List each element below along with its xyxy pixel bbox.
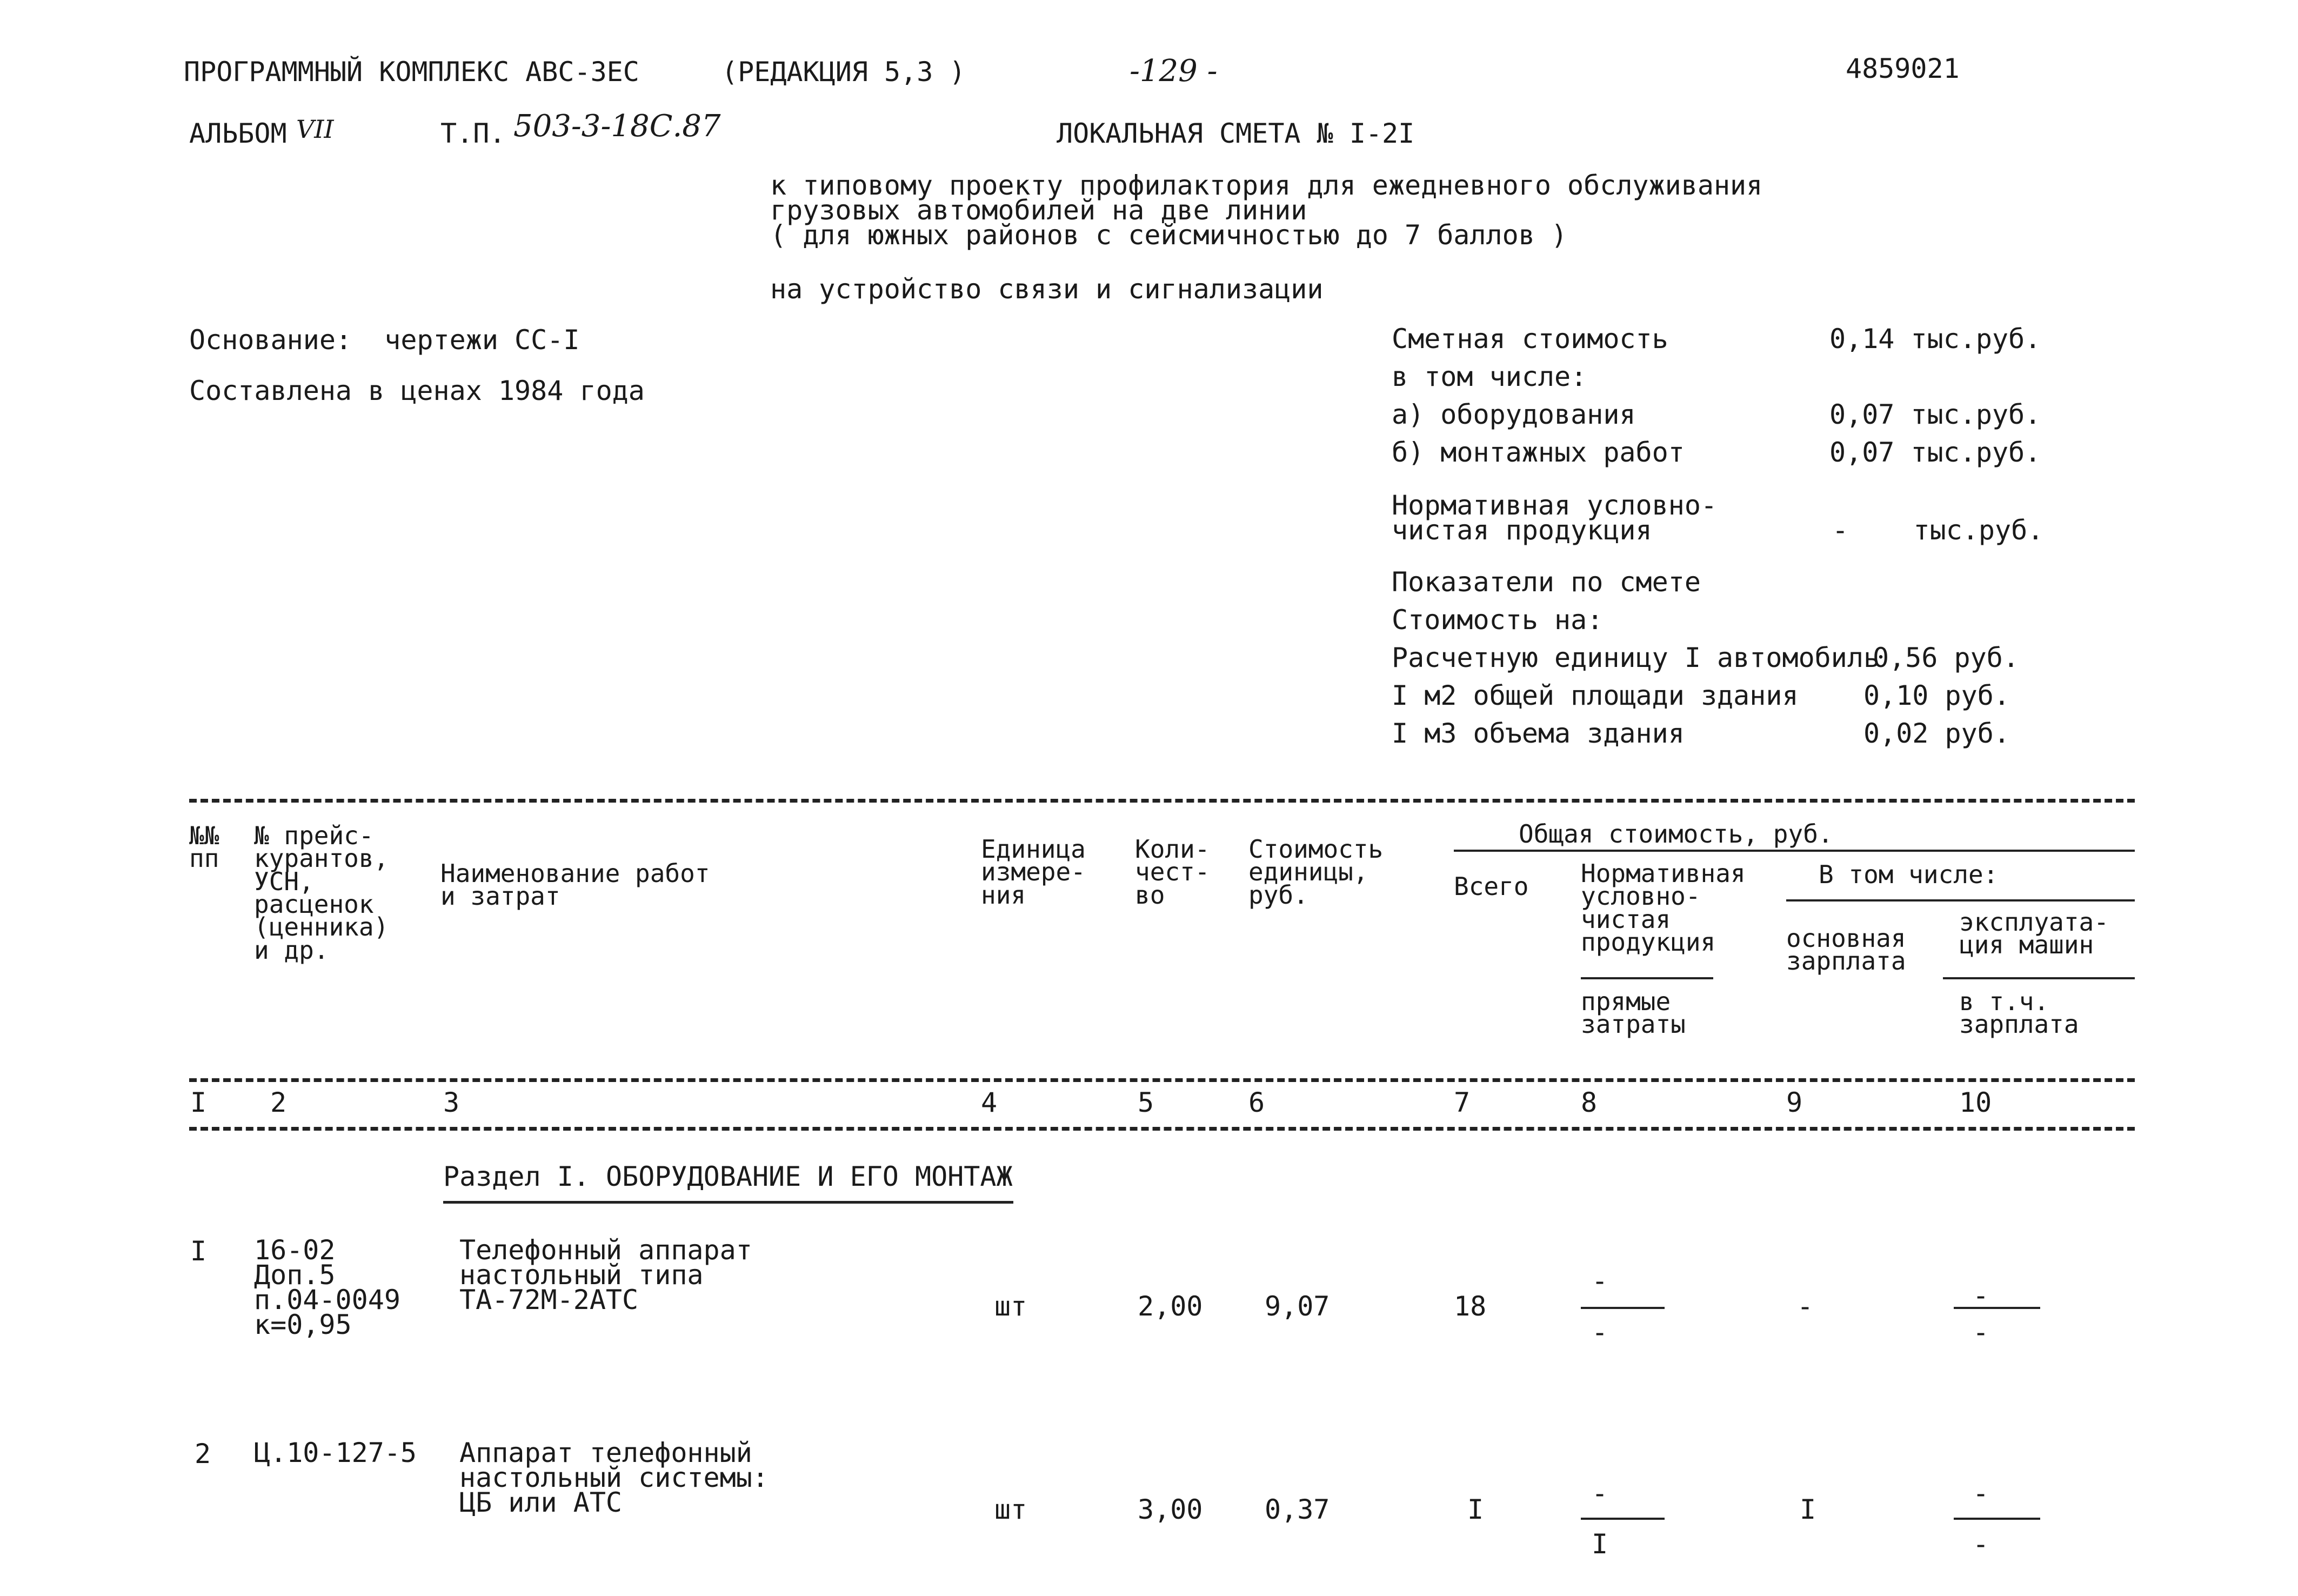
header-col-8-bottom: прямые затраты bbox=[1581, 987, 1686, 1039]
header-col-10-top: эксплуата- ция машин bbox=[1959, 907, 2109, 960]
row-1-col-10-rule bbox=[1954, 1307, 2040, 1309]
col-8-split-rule bbox=[1581, 977, 1713, 979]
section-title-underline bbox=[443, 1201, 1013, 1204]
estimated-cost-label: Сметная стоимость bbox=[1392, 323, 1668, 355]
row-2-col-10-top: - bbox=[1973, 1478, 1989, 1509]
cost-for-label: Стоимость на: bbox=[1392, 604, 1604, 636]
volume-value: 0,02 руб. bbox=[1863, 718, 2010, 749]
subtitle-line-3: ( для южных районов с сейсмичностью до 7 баллов ) bbox=[770, 219, 1568, 251]
edition: (РЕДАКЦИЯ 5,3 ) bbox=[722, 56, 966, 88]
indicators-label: Показатели по смете bbox=[1392, 566, 1701, 598]
row-2-col-10-rule bbox=[1954, 1518, 2040, 1520]
row-2-total: I bbox=[1467, 1494, 1484, 1525]
row-2-unit: шт bbox=[994, 1494, 1027, 1525]
equipment-label: а) оборудования bbox=[1392, 399, 1636, 430]
subtitle-line-1: к типовому проекту профилактория для ежедневного обслуживания bbox=[770, 170, 1763, 201]
net-product-label-2: чистая продукция bbox=[1392, 515, 1652, 546]
column-number-9: 9 bbox=[1786, 1087, 1803, 1118]
header-col-2: № прейс- курантов, УСН, расценок (ценника) и др. bbox=[254, 821, 389, 965]
column-number-8: 8 bbox=[1581, 1087, 1598, 1118]
row-1-col-8-top: - bbox=[1592, 1265, 1608, 1297]
row-2-col-8-bottom: I bbox=[1592, 1528, 1608, 1560]
equipment-value: 0,07 тыс.руб. bbox=[1829, 399, 2041, 430]
header-col-4: Единица измере- ния bbox=[981, 834, 1086, 910]
installation-label: б) монтажных работ bbox=[1392, 437, 1685, 468]
column-number-10: 10 bbox=[1959, 1087, 1992, 1118]
area-label: I м2 общей площади здания bbox=[1392, 680, 1799, 711]
row-1-col-10-bottom: - bbox=[1973, 1317, 1989, 1348]
header-total-group: Общая стоимость, руб. bbox=[1519, 819, 1833, 849]
row-1-total: 18 bbox=[1454, 1291, 1487, 1322]
row-1-number: I bbox=[190, 1236, 207, 1267]
page-number: -129 - bbox=[1130, 54, 1218, 89]
volume-label: I м3 объема здания bbox=[1392, 718, 1685, 749]
area-value: 0,10 руб. bbox=[1863, 680, 2010, 711]
including-label: в том числе: bbox=[1392, 361, 1587, 392]
header-col-8-top: Нормативная условно- чистая продукция bbox=[1581, 859, 1746, 957]
col-10-split-rule bbox=[1943, 977, 2135, 979]
row-1-col-9: - bbox=[1797, 1291, 1814, 1322]
row-2-number: 2 bbox=[195, 1438, 211, 1470]
header-col-3: Наименование работ и затрат bbox=[440, 859, 710, 911]
tp-number: 503-3-18С.87 bbox=[513, 109, 721, 144]
row-1-col-8-rule bbox=[1581, 1307, 1665, 1309]
header-col-9: основная зарплата bbox=[1786, 924, 1906, 976]
subtitle-line-2: грузовых автомобилей на две линии bbox=[770, 195, 1307, 226]
unit-value: 0,56 руб. bbox=[1873, 642, 2019, 673]
row-1-code: 16-02 Доп.5 п.04-0049 к=0,95 bbox=[254, 1234, 400, 1340]
column-number-6: 6 bbox=[1248, 1087, 1265, 1118]
column-number-2: 2 bbox=[270, 1087, 287, 1118]
row-1-unit-price: 9,07 bbox=[1265, 1291, 1330, 1322]
estimate-title: ЛОКАЛЬНАЯ СМЕТА № I-2I bbox=[1057, 118, 1415, 149]
row-2-col-8-top: - bbox=[1592, 1478, 1608, 1509]
net-product-label-1: Нормативная условно- bbox=[1392, 490, 1718, 521]
column-number-1: I bbox=[190, 1087, 207, 1118]
album-number: VII bbox=[296, 115, 334, 144]
incl-group-rule bbox=[1786, 899, 2135, 901]
row-2-col-8-rule bbox=[1581, 1518, 1665, 1520]
estimate-purpose: на устройство связи и сигнализации bbox=[770, 273, 1324, 305]
row-1-name: Телефонный аппарат настольный типа ТА-72М-2АТС bbox=[459, 1234, 752, 1315]
program-name: ПРОГРАММНЫЙ КОМПЛЕКС АВС-ЗЕС bbox=[184, 56, 639, 88]
tp-label: Т.П. bbox=[440, 118, 506, 149]
column-number-5: 5 bbox=[1138, 1087, 1154, 1118]
row-2-name: Аппарат телефонный настольный системы: ЦБ или АТС bbox=[459, 1437, 769, 1518]
header-col-10-bottom: в т.ч. зарплата bbox=[1959, 987, 2079, 1039]
basis-prices: Составлена в ценах 1984 года bbox=[189, 375, 645, 406]
table-top-rule bbox=[189, 799, 2135, 803]
row-2-quantity: 3,00 bbox=[1138, 1494, 1203, 1525]
column-number-7: 7 bbox=[1454, 1087, 1471, 1118]
row-1-quantity: 2,00 bbox=[1138, 1291, 1203, 1322]
net-product-value: - тыс.руб. bbox=[1832, 515, 2044, 546]
row-2-col-10-bottom: - bbox=[1973, 1528, 1989, 1560]
total-group-rule bbox=[1454, 850, 2135, 852]
row-2-code: Ц.10-127-5 bbox=[254, 1437, 417, 1468]
section-title: Раздел I. ОБОРУДОВАНИЕ И ЕГО МОНТАЖ bbox=[443, 1161, 1013, 1192]
unit-label: Расчетную единицу I автомобиль bbox=[1392, 642, 1880, 673]
header-col-5: Коли- чест- во bbox=[1135, 834, 1210, 910]
estimated-cost-value: 0,14 тыс.руб. bbox=[1829, 323, 2041, 355]
numbers-bottom-rule bbox=[189, 1127, 2135, 1131]
header-col-1: №№ пп bbox=[189, 821, 219, 873]
header-incl-group: В том числе: bbox=[1819, 860, 1999, 889]
album-label: АЛЬБОМ bbox=[189, 118, 287, 149]
row-2-col-9: I bbox=[1800, 1494, 1816, 1525]
header-col-7: Всего bbox=[1454, 872, 1529, 901]
row-2-unit-price: 0,37 bbox=[1265, 1494, 1330, 1525]
document-number: 4859021 bbox=[1846, 53, 1960, 84]
basis-drawings: Основание: чертежи СС-I bbox=[189, 324, 580, 356]
column-number-4: 4 bbox=[981, 1087, 998, 1118]
row-1-unit: шт bbox=[994, 1291, 1027, 1322]
column-number-3: 3 bbox=[443, 1087, 460, 1118]
installation-value: 0,07 тыс.руб. bbox=[1829, 437, 2041, 468]
header-bottom-rule bbox=[189, 1078, 2135, 1082]
row-1-col-10-top: - bbox=[1973, 1280, 1989, 1311]
row-1-col-8-bottom: - bbox=[1592, 1317, 1608, 1348]
header-col-6: Стоимость единицы, руб. bbox=[1248, 834, 1384, 910]
